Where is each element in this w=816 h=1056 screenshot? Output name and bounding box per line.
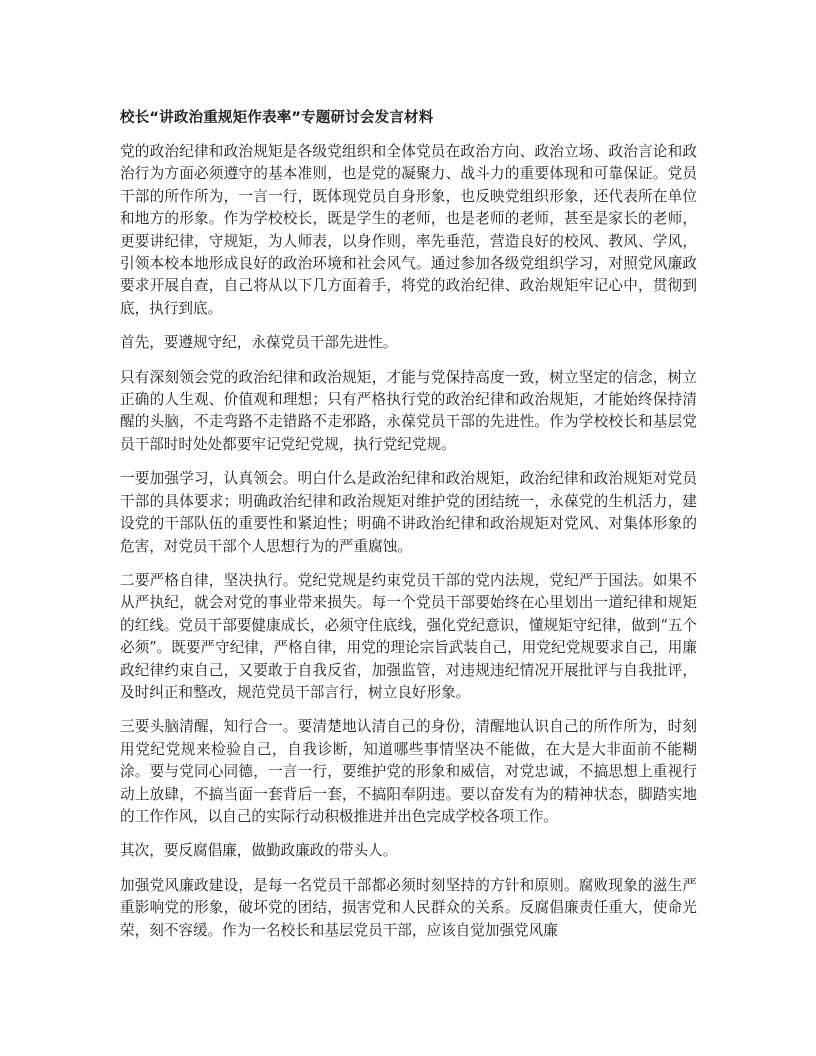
paragraph-discipline: 只有深刻领会党的政治纪律和政治规矩，才能与党保持高度一致，树立坚定的信念，树立正确的人生观、价值观和理想；只有严格执行党的政治纪律和政治规矩，才能始终保持清醒的头脑，不走弯路不走错路不走邪路，永葆党员干部的先进性。作为学校校长和基层党员干部时时处处都要牢记党纪党规，执行党纪党规。: [120, 368, 697, 453]
document-page: [120, 108, 697, 954]
paragraph-point-one: 一要加强学习，认真领会。明白什么是政治纪律和政治规矩，政治纪律和政治规矩对党员干部的具体要求；明确政治纪律和政治规矩对维护党的团结统一，永葆党的生机活力，建设党的干部队伍的重要性和紧迫性；明确不讲政治纪律和政治规矩对党风、对集体形象的危害，对党员干部个人思想行为的严重腐蚀。: [120, 470, 697, 555]
paragraph-intro: 党的政治纪律和政治规矩是各级党组织和全体党员在政治方向、政治立场、政治言论和政治行为方面必须遵守的基本准则，也是党的凝聚力、战斗力的重要体现和可靠保证。党员干部的所作所为，一言一行，既体现党员自身形象，也反映党组织形象，还代表所在单位和地方的形象。作为学校校长，既是学生的老师，也是老师的老师，甚至是家长的老师，更要讲纪律，守规矩，为人师表，以身作则，率先垂范，营造良好的校风、教风、学风，引领本校本地形成良好的政治环境和社会风气。通过参加各级党组织学习，对照党风廉政要求开展自查，自己将从以下几方面着手，将党的政治纪律、政治规矩牢记心中，贯彻到底，执行到底。: [120, 143, 697, 317]
paragraph-heading-second: 其次，要反腐倡廉，做勤政廉政的带头人。: [120, 842, 398, 860]
paragraph-heading-first: 首先，要遵规守纪，永葆党员干部先进性。: [120, 334, 398, 352]
paragraph-point-three: 三要头脑清醒，知行合一。要清楚地认清自己的身份，清醒地认识自己的所作所为，时刻用党纪党规来检验自己，自我诊断，知道哪些事情坚决不能做，在大是大非面前不能糊涂。要与党同心同德，一言一行，要维护党的形象和威信，对党忠诚，不搞思想上重视行动上放肆，不搞当面一套背后一套，不搞阳奉阴违。要以奋发有为的精神状态，脚踏实地的工作作风，以自己的实际行动积极推进并出色完成学校各项工作。: [120, 718, 697, 825]
paragraph-anticorruption: 加强党风廉政建设，是每一名党员干部都必须时刻坚持的方针和原则。腐败现象的滋生严重影响党的形象，破坏党的团结，损害党和人民群众的关系。反腐倡廉责任重大，使命光荣，刻不容缓。作为一名校长和基层党员干部，应该自觉加强党风廉: [120, 876, 697, 939]
document-title: 校长“讲政治重规矩作表率”专题研讨会发言材料: [120, 110, 434, 126]
paragraph-point-two: 二要严格自律，坚决执行。党纪党规是约束党员干部的党内法规，党纪严于国法。如果不从严执纪，就会对党的事业带来损失。每一个党员干部要始终在心里划出一道纪律和规矩的红线。党员干部要健康成长，必须守住底线，强化党纪意识，懂规矩守纪律，做到“五个必须”。既要严守纪律，严格自律，用党的理论宗旨武装自己，用党纪党规要求自己，用廉政纪律约束自己，又要敢于自我反省，加强监管，对违规违纪情况开展批评与自我批评，及时纠正和整改，规范党员干部言行，树立良好形象。: [120, 571, 697, 701]
